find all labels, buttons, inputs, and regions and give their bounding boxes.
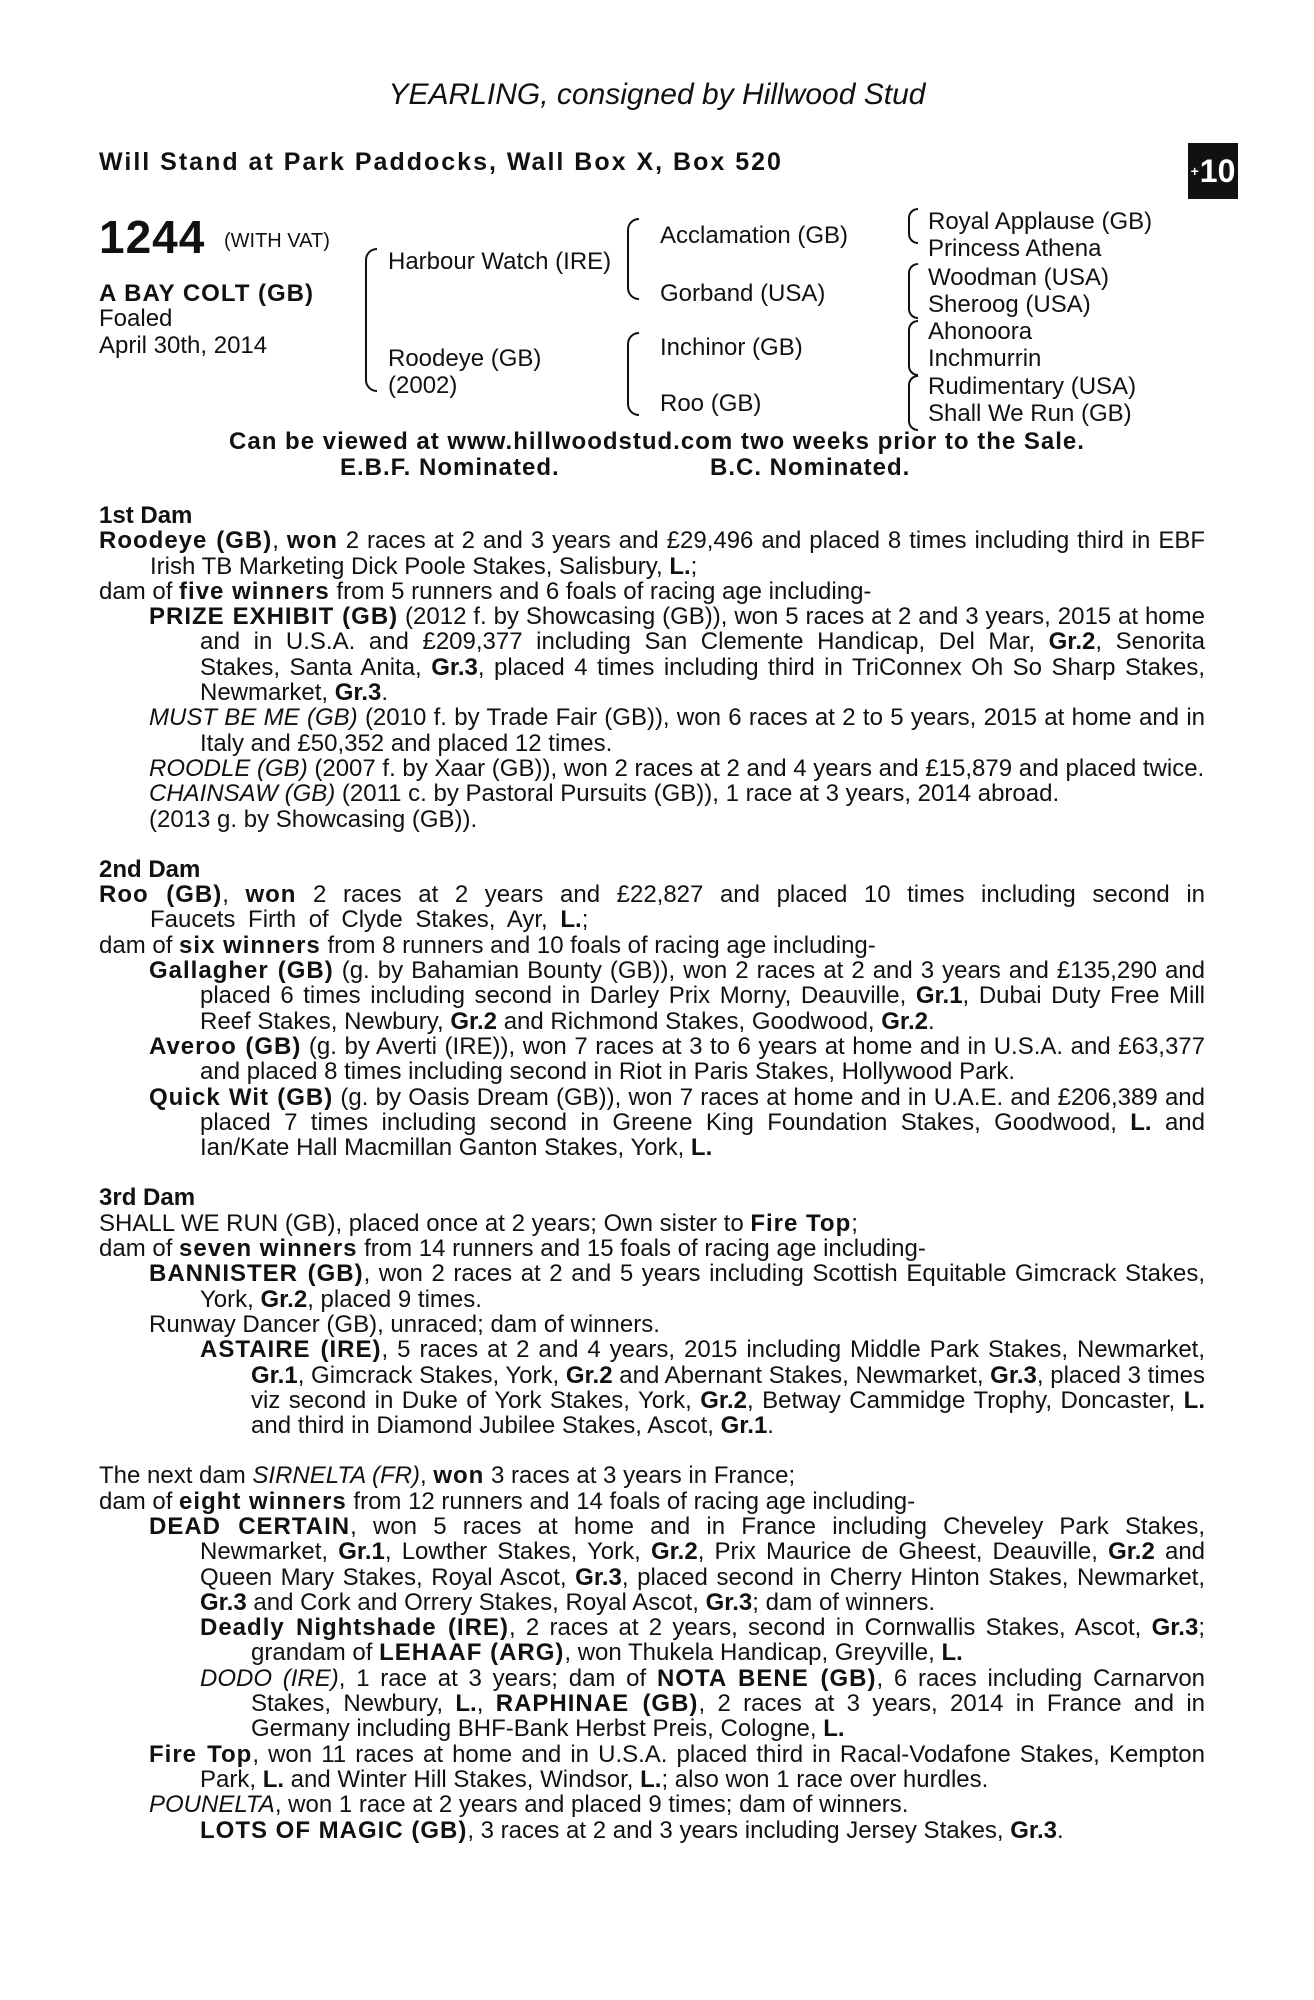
ebf-nominated: E.B.F. Nominated. [340,454,560,481]
produce-entry: Runway Dancer (GB), unraced; dam of winners. [149,1310,660,1338]
produce-entry: DEAD CERTAIN, won 5 races at home and in France including Cheveley Park Stakes, Newmarket, Gr.1, Lowther Stakes, York, Gr.2, Prix Maurice de Gheest, Deauville, Gr.2 and Queen Mary Stakes, Royal Ascot, Gr.3, placed second in Cherry Hinton Stakes, Newmarket, Gr.3 and Cork and Orrery Stakes, Royal Ascot, Gr.3; dam of winners. [149,1512,1206,1616]
badge-plus-mark: + [1190,163,1199,179]
foaled-date: April 30th, 2014 [99,332,268,359]
produce-entry: CHAINSAW (GB) (2011 c. by Pastoral Pursuits (GB)), 1 race at 3 years, 2014 abroad. [149,780,1060,808]
next-dam-summary: dam of eight winners from 12 runners and 14 foals of racing age including- [99,1487,916,1515]
pedigree-sss: Royal Applause (GB) [928,208,1153,235]
produce-entry: MUST BE ME (GB) (2010 f. by Trade Fair (GB)), won 6 races at 2 to 5 years, 2015 at home and in Italy and £50,352 and placed 12 times. [149,704,1206,757]
grandproduce-entry: Deadly Nightshade (IRE), 2 races at 2 years, second in Cornwallis Stakes, Ascot, Gr.3; grandam of LEHAAF (ARG), won Thukela Handicap, Greyville, L. [200,1614,1205,1667]
pedigree-dam-dam: Roo (GB) [660,390,762,417]
foaled-label: Foaled [99,305,173,332]
pedigree-sire-sire: Acclamation (GB) [660,222,849,249]
pedigree-bracket-dd [908,375,918,431]
first-dam-heading: 1st Dam [99,502,193,529]
first-dam-record: Roodeye (GB), won 2 races at 2 and 3 years and £29,496 and placed 8 times including third in EBF Irish TB Marketing Dick Poole Stakes, Salisbury, L.; [99,527,1205,580]
pedigree-bracket-sd [908,263,918,319]
second-dam-record: Roo (GB), won 2 races at 2 years and £22,827 and placed 10 times including second in Faucets Firth of Clyde Stakes, Ayr, L.; [99,881,1205,934]
produce-entry: (2013 g. by Showcasing (GB)). [149,805,478,833]
second-dam-summary: dam of six winners from 8 runners and 10 foals of racing age including- [99,931,876,959]
pedigree-ddd: Shall We Run (GB) [928,400,1132,427]
produce-entry: PRIZE EXHIBIT (GB) (2012 f. by Showcasing (GB)), won 5 races at 2 and 3 years, 2015 at home and in U.S.A. and £209,377 including San Clemente Handicap, Del Mar, Gr.2, Senorita Stakes, Santa Anita, Gr.3, placed 4 times including third in TriConnex Oh So Sharp Stakes, Newmarket, Gr.3. [149,603,1205,707]
pedigree-bracket-dam [627,332,639,416]
pedigree-dss: Ahonoora [928,318,1033,345]
third-dam-record: SHALL WE RUN (GB), placed once at 2 years; Own sister to Fire Top; [99,1209,858,1237]
pedigree-sire-dam: Gorband (USA) [660,280,826,307]
consignor-line: YEARLING, consigned by Hillwood Stud [388,78,926,111]
dam-produce-record [99,503,1205,1843]
third-dam-heading: 3rd Dam [99,1184,196,1212]
pedigree-bracket-sire [627,218,639,300]
pedigree-dam-sire: Inchinor (GB) [660,334,803,361]
pedigree-bracket-ds [908,320,918,376]
pedigree-dam-year: (2002) [388,372,458,399]
pedigree-bracket-ss [908,208,918,244]
produce-entry: BANNISTER (GB), won 2 races at 2 and 5 years including Scottish Equitable Gimcrack Stakes, York, Gr.2, placed 9 times. [149,1260,1206,1313]
produce-entry: Averoo (GB) (g. by Averti (IRE)), won 7 races at 3 to 6 years at home and in U.S.A. and £63,377 and placed 8 times including second in Riot in Paris Stakes, Hollywood Park. [149,1032,1205,1086]
pedigree-sdd: Sheroog (USA) [928,291,1091,318]
pedigree-dds: Rudimentary (USA) [928,373,1137,400]
grandproduce-entry: DODO (IRE), 1 race at 3 years; dam of NOTA BENE (GB), 6 races including Carnarvon Stakes, Newbury, L., RAPHINAE (GB), 2 races at 3 years, 2014 in France and in Germany including BHF-Bank Herbst Preis, Cologne, L. [200,1664,1206,1743]
grandproduce-entry: LOTS OF MAGIC (GB), 3 races at 2 and 3 years including Jersey Stakes, Gr.3. [200,1816,1064,1844]
stable-box-info: Will Stand at Park Paddocks, Wall Box X, Box 520 [99,148,783,176]
vat-note: (WITH VAT) [224,230,330,252]
viewing-note: Can be viewed at www.hillwoodstud.com two weeks prior to the Sale. [229,428,1085,455]
pedigree-dsd: Inchmurrin [928,345,1042,372]
page-badge [1188,143,1238,199]
pedigree-ssd: Princess Athena [928,235,1102,262]
first-dam-summary: dam of five winners from 5 runners and 6 foals of racing age including- [99,577,872,605]
badge-number: 10 [1199,152,1236,189]
bc-nominated: B.C. Nominated. [710,454,911,481]
produce-entry: Gallagher (GB) (g. by Bahamian Bounty (GB)), won 2 races at 2 and 3 years and £135,290 and placed 6 times including second in Darley Prix Morny, Deauville, Gr.1, Dubai Duty Free Mill Reef Stakes, Newbury, Gr.2 and Richmond Stakes, Goodwood, Gr.2. [149,957,1206,1035]
pedigree-bracket-main [365,248,377,392]
grandproduce-entry: ASTAIRE (IRE), 5 races at 2 and 4 years, 2015 including Middle Park Stakes, Newmarket, Gr.1, Gimcrack Stakes, York, Gr.2 and Abernant Stakes, Newmarket, Gr.3, placed 3 times viz second in Duke of York Stakes, York, Gr.2, Betway Cammidge Trophy, Doncaster, L. and third in Diamond Jubilee Stakes, Ascot, Gr.1. [200,1336,1206,1440]
produce-entry: Quick Wit (GB) (g. by Oasis Dream (GB)), won 7 races at home and in U.A.E. and £206,389 and placed 7 times including second in Greene King Foundation Stakes, Goodwood, L. and Ian/Kate Hall Macmillan Ganton Stakes, York, L. [149,1083,1205,1162]
produce-entry: Fire Top, won 11 races at home and in U.S.A. placed third in Racal-Vodafone Stakes, Kempton Park, L. and Winter Hill Stakes, Windsor, L.; also won 1 race over hurdles. [149,1740,1205,1793]
lot-description: A BAY COLT (GB) [99,280,315,307]
next-dam-record: The next dam SIRNELTA (FR), won 3 races at 3 years in France; [99,1462,796,1490]
pedigree-dam: Roodeye (GB) [388,345,542,372]
pedigree-sds: Woodman (USA) [928,264,1109,291]
produce-entry: ROODLE (GB) (2007 f. by Xaar (GB)), won 2 races at 2 and 4 years and £15,879 and placed twice. [149,754,1205,782]
third-dam-summary: dam of seven winners from 14 runners and 15 foals of racing age including- [99,1235,926,1263]
second-dam-heading: 2nd Dam [99,855,201,883]
lot-number: 1244 [99,211,206,263]
produce-entry: POUNELTA, won 1 race at 2 years and placed 9 times; dam of winners. [149,1791,909,1819]
pedigree-sire: Harbour Watch (IRE) [388,248,612,275]
